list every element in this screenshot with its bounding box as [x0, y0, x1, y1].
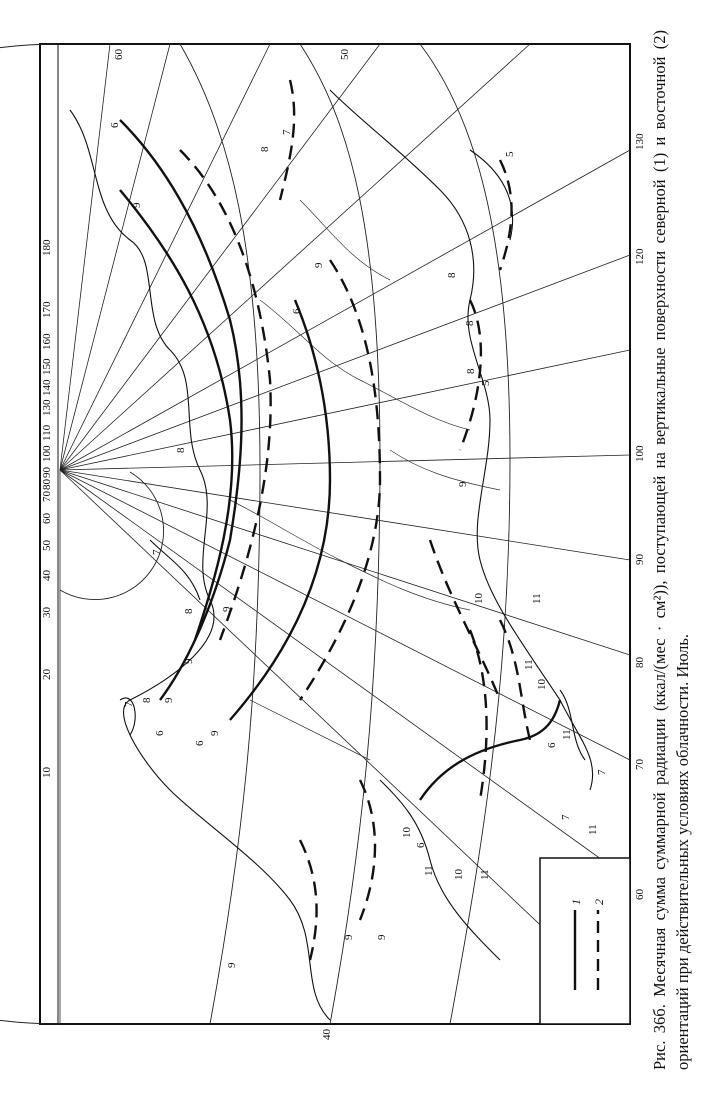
isoline-label: 5 [480, 380, 492, 386]
isoline-label: 9 [457, 481, 469, 487]
longitude-labels-top [41, 239, 53, 778]
lon-label: 30 [41, 607, 53, 618]
lon-label: 110 [41, 424, 53, 441]
lon-label: 140 [41, 379, 53, 396]
isoline-label: 9 [131, 202, 143, 208]
figure-caption [648, 30, 694, 1070]
lat-label: 50 [339, 49, 351, 60]
isoline-label: 11 [423, 865, 435, 876]
isoline-label: 6 [194, 740, 206, 746]
isoline-label: 9 [226, 962, 238, 968]
isoline-label: 10 [536, 679, 548, 690]
isoline-label: 8 [259, 146, 271, 152]
lon-label: 160 [41, 333, 53, 350]
isoline-label: 9 [221, 606, 233, 612]
isoline-label: 8 [464, 320, 476, 326]
isoline-label: 7 [596, 769, 608, 775]
isoline-label: 11 [523, 659, 535, 670]
caption-container [648, 30, 718, 1070]
lon-label: 90 [634, 554, 646, 565]
isoline-label: 5 [504, 151, 516, 157]
lon-label: 70 [634, 759, 646, 770]
caption-text: Месячная сумма суммарной радиации (ккал/(мес · см²)), поступающей на вертикальные поверхности северной (1) и восточной (2) ориентаций при действительных условиях облачности. Июль. [650, 29, 692, 1070]
isoline-label: 10 [473, 593, 485, 604]
lon-label: 70 [41, 491, 53, 502]
lon-label: 170 [41, 301, 53, 318]
isoline-label: 11 [531, 593, 543, 604]
rivers [230, 200, 500, 760]
isoline-label: 7 [281, 129, 293, 135]
isoline-label: 9 [183, 658, 195, 664]
isoline-label: 6 [154, 730, 166, 736]
lon-label: 60 [634, 889, 646, 900]
lon-label: 130 [634, 133, 646, 150]
isoline-label: 8 [183, 608, 195, 614]
isolines-solid [120, 120, 560, 800]
lat-label: 40 [321, 1029, 333, 1040]
lat-label: 60 [113, 49, 125, 60]
coastline [70, 90, 593, 1020]
latitude-grid [0, 44, 510, 1024]
lon-label: 60 [41, 513, 53, 524]
lon-label: 150 [41, 358, 53, 375]
isoline-label: 11 [479, 869, 491, 880]
legend-box [540, 858, 630, 1024]
legend-label: 1 [569, 899, 583, 905]
caption-prefix: Рис. 36б. [650, 1004, 669, 1070]
isoline-label: 8 [141, 697, 153, 703]
isoline-label: 8 [446, 272, 458, 278]
lon-label: 40 [41, 570, 53, 581]
isoline-label: 10 [401, 827, 413, 838]
isoline-label: 11 [587, 824, 599, 835]
isoline-label: 6 [415, 842, 427, 848]
lon-label: 120 [634, 248, 646, 265]
lon-label: 130 [41, 399, 53, 416]
lon-label: 80 [634, 657, 646, 668]
isoline-label: 6 [109, 122, 121, 128]
lon-label: 100 [41, 445, 53, 462]
isoline-label: 9 [343, 934, 355, 940]
isoline-label: 6 [291, 308, 303, 314]
lon-label: 80 [41, 479, 53, 490]
lon-label: 100 [634, 445, 646, 462]
lon-label: 50 [41, 540, 53, 551]
isoline-label: 8 [175, 447, 187, 453]
isoline-label: 11 [561, 729, 573, 740]
isoline-label: 9 [376, 934, 388, 940]
isoline-label: 10 [453, 869, 465, 880]
legend-label: 2 [592, 899, 606, 905]
isoline-label: 9 [163, 697, 175, 703]
lon-label: 180 [41, 239, 53, 256]
isoline-label: 6 [546, 742, 558, 748]
isoline-label: 8 [465, 368, 477, 374]
isoline-label: 9 [313, 262, 325, 268]
lon-label: 10 [41, 767, 53, 778]
isoline-label: 7 [151, 549, 163, 555]
longitude-labels-bottom [634, 133, 646, 900]
isoline-label: 7 [123, 701, 135, 707]
lon-label: 20 [41, 669, 53, 680]
isoline-label: 7 [560, 814, 572, 820]
lon-label: 90 [41, 467, 53, 478]
isoline-label: 9 [209, 730, 221, 736]
legend [540, 858, 630, 1024]
